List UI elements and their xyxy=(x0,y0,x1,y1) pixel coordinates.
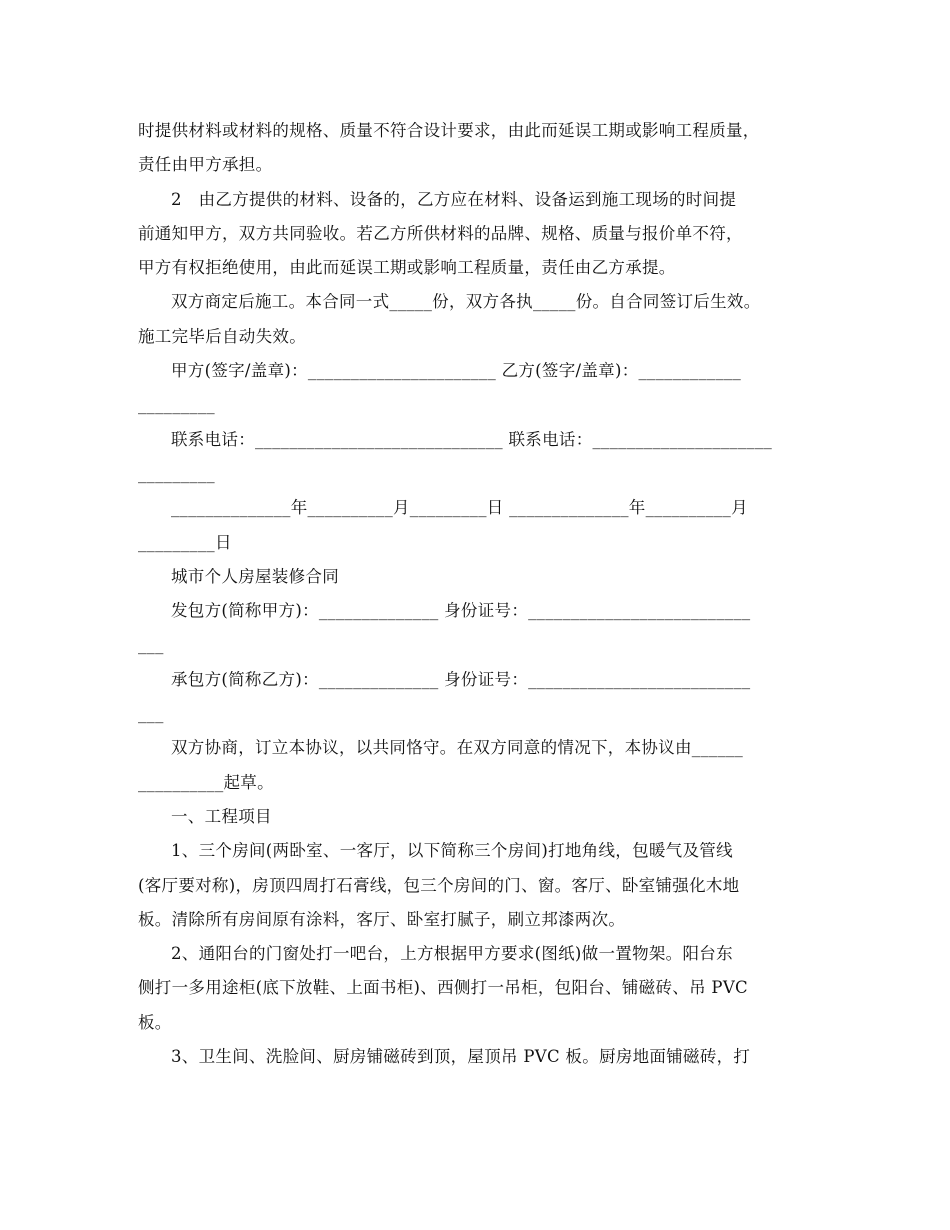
party-a-line: 发包方(简称甲方)：______________ 身份证号：__________________________ ___ xyxy=(138,601,751,655)
contract-title: 城市个人房屋装修合同 xyxy=(171,566,339,586)
project-item-2: 2、通阳台的门窗处打一吧台，上方根据甲方要求(图纸)做一置物架。阳台东 侧打一多用途柜(底下放鞋、上面书柜)、西侧打一吊柜，包阳台、铺磁砖、吊 PVC 板。 xyxy=(138,944,748,1032)
party-b-line: 承包方(简称乙方)：______________ 身份证号：__________________________ ___ xyxy=(138,669,751,724)
document-body xyxy=(138,114,828,1074)
date-line: ______________年__________月_________日 ______________年__________月 _________日 xyxy=(138,498,748,552)
paragraph-agreement: 双方协商，订立本协议，以共同恪守。在双方同意的情况下，本协议由______ __________起草。 xyxy=(138,738,744,792)
paragraph-contract-copies: 双方商定后施工。本合同一式_____份，双方各执_____份。自合同签订后生效。 施工完毕后自动失效。 xyxy=(138,292,761,346)
project-item-3: 3、卫生间、洗脸间、厨房铺磁砖到顶，屋顶吊 PVC 板。厨房地面铺磁砖，打 xyxy=(171,1047,751,1067)
project-item-1: 1、三个房间(两卧室、一客厅，以下简称三个房间)打地角线，包暖气及管线 (客厅要对称)，房顶四周打石膏线，包三个房间的门、窗。客厅、卧室铺强化木地 板。清除所有房间原有涂料，客厅、卧室打腻子，刷立邦漆两次。 xyxy=(138,841,740,929)
paragraph-material-responsibility-a: 时提供材料或材料的规格、质量不符合设计要求，由此而延误工期或影响工程质量， 责任由甲方承担。 xyxy=(138,121,760,175)
section-heading-project: 一、工程项目 xyxy=(171,806,272,826)
signature-line-parties: 甲方(签字/盖章)：______________________ 乙方(签字/盖章)：____________ _________ xyxy=(138,361,742,415)
contact-phone-line: 联系电话：_____________________________ 联系电话：_____________________ _________ xyxy=(138,429,773,483)
paragraph-material-responsibility-b: 2 由乙方提供的材料、设备的，乙方应在材料、设备运到施工现场的时间提 前通知甲方，双方共同验收。若乙方所供材料的品牌、规格、质量与报价单不符， 甲方有权拒绝使用，由此而延误工期或影响工程质量，责任由乙方承提。 xyxy=(138,189,743,278)
